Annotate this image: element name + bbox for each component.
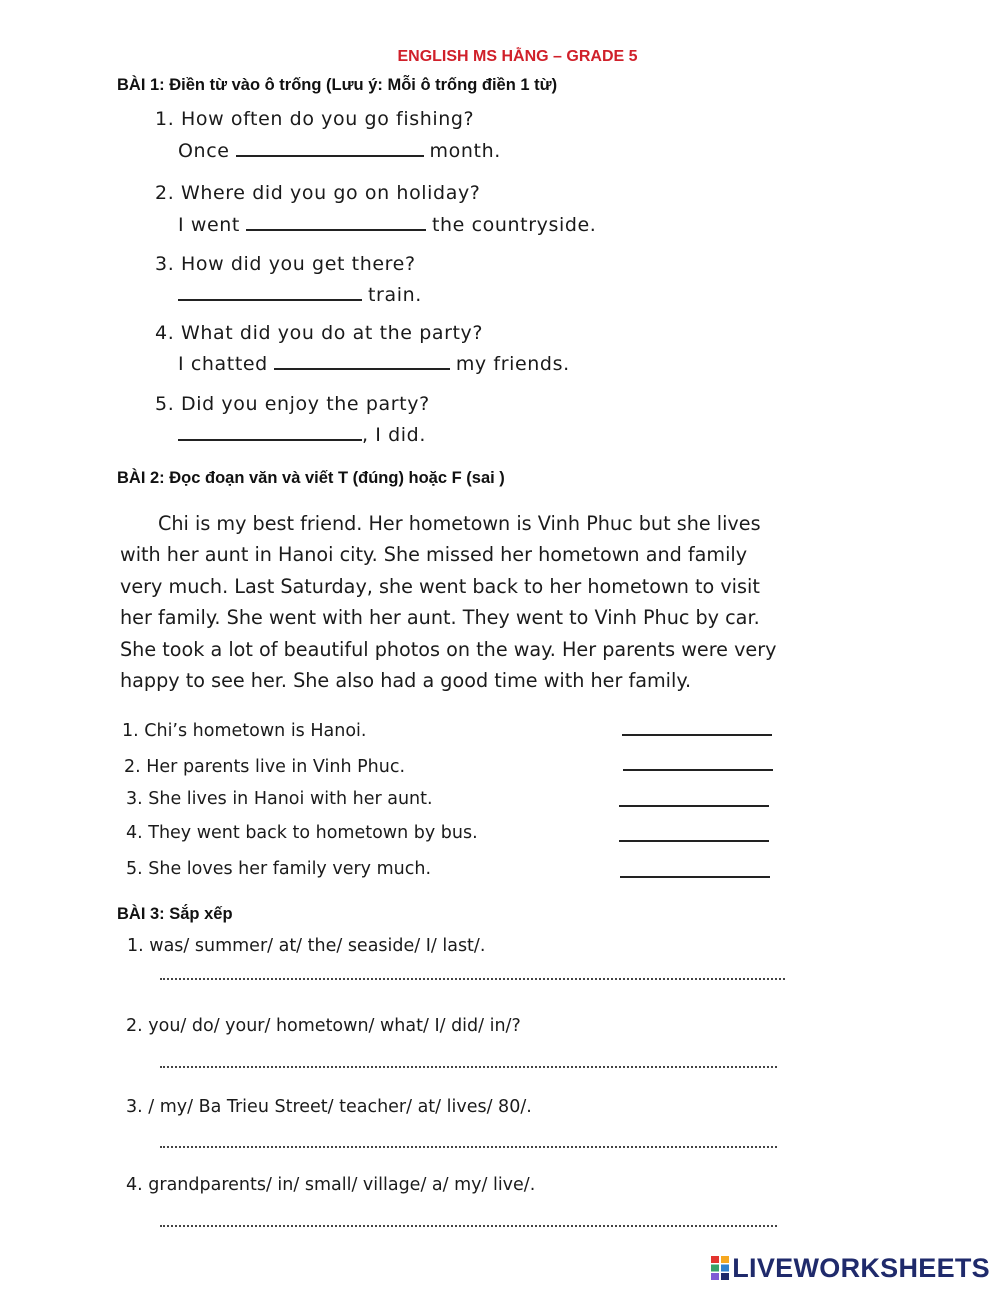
- tf-answer-line-4[interactable]: [619, 840, 769, 842]
- s1-answer-line-1: [178, 140, 501, 162]
- section-3-heading: BÀI 3: Sắp xếp: [117, 905, 233, 923]
- passage-line: her family. She went with her aunt. They went to Vinh Phuc by car.: [120, 606, 760, 630]
- s1-question-4: 4. What did you do at the party?: [155, 322, 484, 344]
- tf-answer-line-1[interactable]: [622, 734, 772, 736]
- s1-blank-1[interactable]: [236, 154, 424, 157]
- s1-blank-3[interactable]: [178, 298, 362, 301]
- s1-question-2: 2. Where did you go on holiday?: [155, 182, 481, 204]
- s1-after-1: month.: [429, 140, 501, 162]
- tf-answer-line-5[interactable]: [620, 876, 770, 878]
- passage-line: happy to see her. She also had a good time with her family.: [120, 669, 692, 693]
- s1-question-5: 5. Did you enjoy the party?: [155, 393, 430, 415]
- s1-before-1: Once: [178, 140, 230, 162]
- s1-question-3: 3. How did you get there?: [155, 253, 416, 275]
- tf-statement-1: 1. Chi’s hometown is Hanoi.: [122, 721, 367, 741]
- passage-line: Chi is my best friend. Her hometown is Vinh Phuc but she lives: [158, 512, 761, 535]
- reading-passage: [120, 508, 880, 696]
- tf-statement-4: 4. They went back to hometown by bus.: [126, 823, 478, 843]
- reorder-item-4: 4. grandparents/ in/ small/ village/ a/ my/ live/.: [126, 1175, 536, 1195]
- liveworksheets-logo-icon: [711, 1256, 729, 1280]
- reorder-item-1: 1. was/ summer/ at/ the/ seaside/ I/ last/.: [127, 936, 486, 956]
- s1-answer-line-5: [172, 424, 426, 446]
- page-title: ENGLISH MS HẰNG – GRADE 5: [397, 48, 638, 65]
- tf-statement-5: 5. She loves her family very much.: [126, 859, 432, 879]
- s1-answer-line-2: [178, 214, 596, 236]
- reorder-item-2: 2. you/ do/ your/ hometown/ what/ I/ did/ in/?: [126, 1016, 521, 1036]
- s1-before-4: I chatted: [178, 353, 268, 375]
- reorder-answer-line-2[interactable]: [160, 1066, 777, 1068]
- s1-blank-5[interactable]: [178, 438, 362, 441]
- s1-after-4: my friends.: [455, 353, 570, 375]
- s1-blank-4[interactable]: [274, 367, 450, 370]
- liveworksheets-logo-text: LIVEWORKSHEETS: [732, 1253, 990, 1283]
- s1-after-2: the countryside.: [431, 214, 597, 236]
- tf-statement-3: 3. She lives in Hanoi with her aunt.: [126, 789, 433, 809]
- s1-answer-line-3: [172, 284, 422, 306]
- reorder-answer-line-1[interactable]: [160, 978, 785, 980]
- reorder-answer-line-3[interactable]: [160, 1146, 777, 1148]
- tf-answer-line-3[interactable]: [619, 805, 769, 807]
- tf-statement-2: 2. Her parents live in Vinh Phuc.: [124, 757, 406, 777]
- s1-blank-2[interactable]: [246, 228, 426, 231]
- s1-question-1: 1. How often do you go fishing?: [155, 108, 475, 130]
- section-1-heading: BÀI 1: Điền từ vào ô trống (Lưu ý: Mỗi ô trống điền 1 từ): [117, 76, 558, 94]
- s1-after-3: train.: [368, 284, 422, 306]
- s1-answer-line-4: [178, 353, 570, 375]
- passage-line: She took a lot of beautiful photos on the way. Her parents were very: [120, 637, 777, 661]
- reorder-answer-line-4[interactable]: [160, 1225, 777, 1227]
- reorder-item-3: 3. / my/ Ba Trieu Street/ teacher/ at/ lives/ 80/.: [126, 1097, 532, 1117]
- s1-after-5: , I did.: [362, 424, 426, 446]
- section-2-heading: BÀI 2: Đọc đoạn văn và viết T (đúng) hoặc F (sai ): [117, 469, 505, 487]
- tf-answer-line-2[interactable]: [623, 769, 773, 771]
- passage-line: with her aunt in Hanoi city. She missed her hometown and family: [120, 543, 748, 567]
- s1-before-2: I went: [178, 214, 240, 236]
- passage-line: very much. Last Saturday, she went back to her hometown to visit: [120, 574, 760, 598]
- liveworksheets-logo: [711, 1253, 990, 1284]
